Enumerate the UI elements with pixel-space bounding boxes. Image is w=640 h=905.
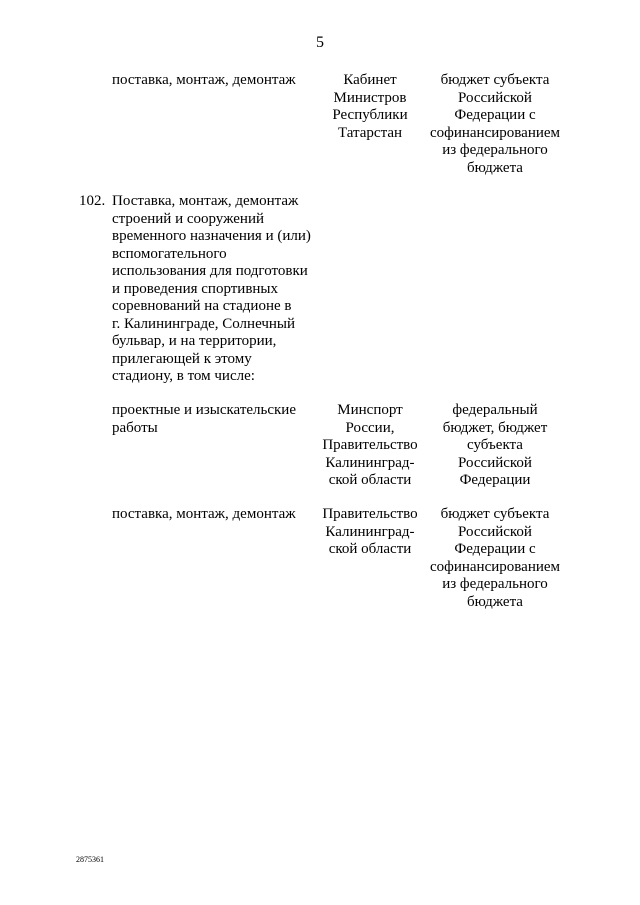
document-code: 2875361	[76, 855, 104, 864]
item-description: поставка, монтаж, демонтаж	[112, 506, 296, 522]
item-description: Поставка, монтаж, демонтаж строений и сооружений временного назначения и (или) вспомогательного использования для подготовки и проведения спортивных соревнований на стадионе в г. Калининграде, Солнечный бульвар, и на территории, прилегающей к этому стадиону, в том числе:	[112, 193, 311, 384]
funding-source: бюджет субъекта Российской Федерации с софинансированием из федерального бюджета	[429, 506, 561, 610]
page-number: 5	[316, 34, 324, 51]
responsible-executor: Правительство Калининград- ской области	[322, 506, 418, 557]
item-description: поставка, монтаж, демонтаж	[112, 72, 296, 88]
funding-source: бюджет субъекта Российской Федерации с софинансированием из федерального бюджета	[429, 72, 561, 176]
responsible-executor: Минспорт России, Правительство Калининград- ской области	[322, 402, 418, 488]
item-description: проектные и изыскательские работы	[112, 402, 296, 436]
responsible-executor: Кабинет Министров Республики Татарстан	[332, 72, 408, 141]
item-number: 102.	[79, 193, 106, 209]
funding-source: федеральный бюджет, бюджет субъекта Российской Федерации	[442, 402, 548, 488]
